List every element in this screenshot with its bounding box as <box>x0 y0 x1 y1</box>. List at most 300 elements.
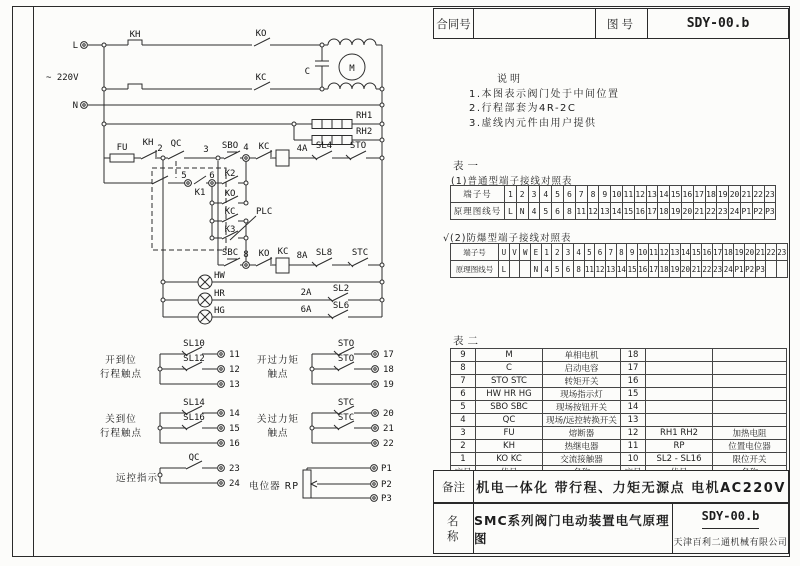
terminal-ring <box>218 440 225 447</box>
label-SL2: SL2 <box>332 284 350 294</box>
label-g1a: 开到位 <box>105 355 137 366</box>
node-dot <box>210 236 214 240</box>
cell: 16 <box>702 244 713 261</box>
cell: 23 <box>776 244 787 261</box>
contact-blade <box>152 176 168 184</box>
cell: 热继电器 <box>543 440 621 453</box>
cell: 6 <box>595 244 606 261</box>
notes-title: 说明 <box>497 74 523 85</box>
cell: 16 <box>634 203 646 220</box>
cell: 8 <box>563 203 575 220</box>
cell: 5 <box>540 203 552 220</box>
cell: 4 <box>540 186 552 203</box>
cell: HW HR HG <box>476 388 543 401</box>
contact-blade <box>141 151 157 159</box>
terminal-table-ordinary <box>450 185 776 220</box>
label-SL14: SL14 <box>183 398 205 408</box>
node-dot <box>320 43 324 47</box>
cell: 2 <box>516 186 528 203</box>
cell: 10 <box>637 244 648 261</box>
potentiometer-symbol <box>303 470 311 498</box>
cell: 7 <box>605 244 616 261</box>
terminal-ring <box>218 366 225 373</box>
remark-text: 机电一体化 带行程、力矩无源点 电机AC220V <box>476 481 786 496</box>
cell <box>646 414 713 427</box>
cell: 1 <box>541 244 552 261</box>
cell: 17 <box>712 244 723 261</box>
row-label: 1 <box>451 453 476 466</box>
cell: 10 <box>611 186 623 203</box>
cell: 11 <box>622 186 634 203</box>
cell: RH1 RH2 <box>646 427 713 440</box>
drawing-code: SDY-00.b <box>702 504 760 529</box>
label-t12: 12 <box>229 365 240 375</box>
cell: 5 <box>584 244 595 261</box>
label-KC: KC <box>277 247 289 257</box>
label-t11: 11 <box>229 350 240 360</box>
contract-no-label: 合同号 <box>434 9 474 38</box>
node-dot <box>244 236 248 240</box>
node-dot <box>380 138 384 142</box>
row-label: 9 <box>451 349 476 362</box>
cell: 18 <box>723 244 734 261</box>
cell: U <box>499 244 510 261</box>
node-dot <box>380 122 384 126</box>
node-dot <box>161 280 165 284</box>
label-SL4: SL4 <box>315 141 333 151</box>
cell: 21 <box>755 244 766 261</box>
contact-blade <box>256 258 272 266</box>
row-label: 6 <box>451 388 476 401</box>
cell: 现场/远控转换开关 <box>543 414 621 427</box>
label-t24: 24 <box>229 479 240 489</box>
row-label: 原理图线号 <box>451 203 505 220</box>
cell: 11 <box>575 203 587 220</box>
label-t18: 18 <box>383 365 394 375</box>
label-KH: KH <box>142 138 154 148</box>
terminal-ring <box>372 366 379 373</box>
row-label: 端子号 <box>451 186 505 203</box>
drawing-name: SMC系列阀门电动装置电气原理图 <box>474 504 673 553</box>
label-KC: KC <box>255 73 267 83</box>
cell: 16 <box>681 186 693 203</box>
terminal-ring <box>218 381 225 388</box>
label-a2: 2A <box>300 288 312 298</box>
cell: 13 <box>646 186 658 203</box>
label-g5: 远控指示 <box>115 473 159 484</box>
contact-blade <box>316 258 332 266</box>
drawing-no-label: 图号 <box>596 9 648 38</box>
label-g4a: 关过力矩 <box>256 414 300 425</box>
label-g1b: 行程触点 <box>99 369 143 380</box>
node-dot <box>102 87 106 91</box>
cell: STO STC <box>476 375 543 388</box>
cell: 14 <box>611 203 623 220</box>
node-dot <box>210 201 214 205</box>
row-label: 3 <box>451 427 476 440</box>
name-label: 名称 <box>434 504 474 553</box>
label-SL10: SL10 <box>183 339 205 349</box>
node-dot <box>244 201 248 205</box>
label-PLC: PLC <box>256 207 273 217</box>
label-KC: KC <box>224 207 236 217</box>
label-a4: 4A <box>296 144 308 154</box>
cell: 单相电机 <box>543 349 621 362</box>
terminal-ring <box>218 425 225 432</box>
cell: 20 <box>729 186 741 203</box>
cell: 12 <box>595 261 606 278</box>
terminal-ring <box>81 42 88 49</box>
table1-title: 表一 <box>453 160 482 172</box>
cell: 21 <box>740 186 752 203</box>
table2-title: 表二 <box>453 335 482 347</box>
wiper-arrow <box>311 481 317 487</box>
cell: 15 <box>691 244 702 261</box>
contact-blade <box>352 258 368 266</box>
label-KH: KH <box>129 30 141 40</box>
label-FU: FU <box>116 143 128 153</box>
label-STC: STC <box>337 398 355 408</box>
cell: 加热电阻 <box>713 427 787 440</box>
label-t22: 22 <box>383 439 394 449</box>
cell: 12 <box>587 203 599 220</box>
label-t13: 13 <box>229 380 240 390</box>
cell: P1 <box>740 203 752 220</box>
label-STO: STO <box>349 141 367 151</box>
label-t19: 19 <box>383 380 394 390</box>
cell: 15 <box>621 388 646 401</box>
cell: 14 <box>658 186 670 203</box>
node-dot <box>320 87 324 91</box>
cell: 4 <box>541 261 552 278</box>
cell: 18 <box>705 186 717 203</box>
node-dot <box>161 298 165 302</box>
code-company-cell <box>673 504 788 553</box>
label-M: M <box>349 64 355 74</box>
label-a6: 6A <box>300 305 312 315</box>
terminal-ring <box>218 465 225 472</box>
terminal-ring <box>218 410 225 417</box>
label-t15: 15 <box>229 424 240 434</box>
terminal-ring <box>81 102 88 109</box>
label-t16: 16 <box>229 439 240 449</box>
cell: FU <box>476 427 543 440</box>
cell: 13 <box>621 414 646 427</box>
cell <box>646 362 713 375</box>
label-K1: K1 <box>194 188 206 198</box>
label-t14: 14 <box>229 409 240 419</box>
cell: SBO SBC <box>476 401 543 414</box>
cell: SL2 - SL16 <box>646 453 713 466</box>
cell: 23 <box>717 203 729 220</box>
cell: 12 <box>659 244 670 261</box>
contact-blade <box>194 176 206 184</box>
cell: M <box>476 349 543 362</box>
symbol-details <box>156 120 342 264</box>
cell: 3 <box>528 186 540 203</box>
cell: V <box>509 244 520 261</box>
cell: P2 <box>744 261 755 278</box>
cell: 5 <box>552 261 563 278</box>
cell: 4 <box>573 244 584 261</box>
cell: 13 <box>599 203 611 220</box>
cell: 23 <box>712 261 723 278</box>
cell: 20 <box>744 244 755 261</box>
node-dot <box>380 103 384 107</box>
node-dot <box>216 156 220 160</box>
cell: 4 <box>528 203 540 220</box>
note-item: 1.本图表示阀门处于中间位置 <box>469 88 620 100</box>
contact-blade <box>254 38 270 46</box>
label-P2: P2 <box>381 480 392 490</box>
label-STO: STO <box>337 339 355 349</box>
terminal-ring <box>372 425 379 432</box>
terminal-ring <box>371 495 378 502</box>
label-P1: P1 <box>381 464 392 474</box>
terminal-ring <box>372 410 379 417</box>
label-n4: 4 <box>243 143 249 153</box>
cell: P3 <box>755 261 766 278</box>
row-label: 2 <box>451 440 476 453</box>
label-K2: K2 <box>224 169 236 179</box>
label-n6: 6 <box>209 171 215 181</box>
cell: 17 <box>693 186 705 203</box>
label-SBO: SBO <box>221 141 239 151</box>
company-name: 天津百利二通机械有限公司 <box>673 537 788 548</box>
cell <box>713 375 787 388</box>
cell: 11 <box>648 244 659 261</box>
cell: 6 <box>563 186 575 203</box>
label-HG: HG <box>214 306 225 316</box>
cell: 现场指示灯 <box>543 388 621 401</box>
label-pot: 电位器 RP <box>249 481 299 492</box>
cell: 11 <box>584 261 595 278</box>
remark-block <box>433 470 789 503</box>
row-label: 5 <box>451 401 476 414</box>
row-label: 8 <box>451 362 476 375</box>
cell: 9 <box>627 244 638 261</box>
label-KO: KO <box>258 249 270 259</box>
cell: L <box>499 261 510 278</box>
cell: E <box>531 244 542 261</box>
cell: 22 <box>705 203 717 220</box>
cell <box>713 349 787 362</box>
drawing-no-value: SDY-00.b <box>686 16 750 31</box>
open-contactor-coil <box>276 150 289 166</box>
row-label: 原理图线号 <box>451 261 499 278</box>
label-n8: 8 <box>243 250 249 260</box>
cell: W <box>520 244 531 261</box>
row-label: 端子号 <box>451 244 499 261</box>
label-RH2: RH2 <box>356 127 373 137</box>
label-RH1: RH1 <box>356 111 373 121</box>
cell: 位置电位器 <box>713 440 787 453</box>
label-HR: HR <box>214 289 225 299</box>
cell: P2 <box>752 203 764 220</box>
cell <box>766 261 777 278</box>
label-KO: KO <box>224 189 236 199</box>
cell: 9 <box>599 186 611 203</box>
label-t23: 23 <box>229 464 240 474</box>
cell: 21 <box>691 261 702 278</box>
cell: 8 <box>616 244 627 261</box>
cell: 23 <box>764 186 776 203</box>
label-n3: 3 <box>203 145 209 155</box>
terminal-ring <box>218 351 225 358</box>
terminal-ring <box>243 262 250 269</box>
label-a8: 8A <box>296 251 308 261</box>
cell: 8 <box>573 261 584 278</box>
node-dot <box>158 473 162 477</box>
node-dot <box>292 122 296 126</box>
cell: 12 <box>621 427 646 440</box>
cell: N <box>516 203 528 220</box>
cell: 6 <box>563 261 574 278</box>
label-K3: K3 <box>224 225 236 235</box>
node-dot <box>158 367 162 371</box>
cell: RP <box>646 440 713 453</box>
cell <box>509 261 520 278</box>
label-n2: 2 <box>157 144 163 154</box>
cell: 3 <box>563 244 574 261</box>
note-item: 2.行程部套为4R-2C <box>469 103 577 114</box>
node-dot <box>380 280 384 284</box>
label-SL8: SL8 <box>315 248 333 258</box>
title-strip <box>433 8 789 39</box>
cell: 22 <box>766 244 777 261</box>
node-dot <box>310 426 314 430</box>
name-block <box>433 503 789 554</box>
label-STC: STC <box>351 248 369 258</box>
terminal-ring <box>371 465 378 472</box>
close-contactor-coil <box>276 258 289 273</box>
cell: 2 <box>552 244 563 261</box>
cell: 21 <box>693 203 705 220</box>
label-t17: 17 <box>383 350 394 360</box>
cell: 启动电容 <box>543 362 621 375</box>
cell <box>646 401 713 414</box>
node-dot <box>310 367 314 371</box>
cell: 19 <box>734 244 745 261</box>
component-legend-table <box>450 348 787 479</box>
cell: 15 <box>670 186 682 203</box>
cell: 16 <box>621 375 646 388</box>
node-dot <box>380 298 384 302</box>
cell: 22 <box>702 261 713 278</box>
cell: 13 <box>670 244 681 261</box>
cell: 17 <box>621 362 646 375</box>
cell: KO KC <box>476 453 543 466</box>
cell: 17 <box>648 261 659 278</box>
cell: 14 <box>680 244 691 261</box>
label-ac: ~ 220V <box>46 73 79 83</box>
cell: KH <box>476 440 543 453</box>
cell: 转矩开关 <box>543 375 621 388</box>
label-t21: 21 <box>383 424 394 434</box>
cell <box>646 375 713 388</box>
cell: P1 <box>734 261 745 278</box>
label-g2b: 触点 <box>267 369 289 380</box>
node-dot <box>244 181 248 185</box>
terminal-ring <box>371 481 378 488</box>
contact-blade <box>168 151 184 159</box>
remark-label: 备注 <box>434 471 474 502</box>
contact-blade <box>316 151 332 159</box>
cell: N <box>531 261 542 278</box>
notes-block <box>455 73 755 131</box>
cell <box>520 261 531 278</box>
cell: 6 <box>552 203 564 220</box>
node-dot <box>158 426 162 430</box>
cell: QC <box>476 414 543 427</box>
cell: 19 <box>717 186 729 203</box>
cell: 8 <box>587 186 599 203</box>
label-QC: QC <box>188 453 200 463</box>
label-STO: STO <box>337 354 355 364</box>
cell: 18 <box>621 349 646 362</box>
contact-blade <box>332 310 348 318</box>
label-C: C <box>304 67 310 77</box>
cell: 19 <box>670 203 682 220</box>
cell <box>713 362 787 375</box>
contract-no-value <box>474 9 596 38</box>
contact-blade <box>350 151 366 159</box>
cell: 11 <box>621 440 646 453</box>
contact-blade <box>332 293 348 301</box>
terminal-ring <box>372 440 379 447</box>
terminal-ring <box>372 351 379 358</box>
cell: 12 <box>634 186 646 203</box>
label-SL6: SL6 <box>332 301 350 311</box>
cell: P3 <box>764 203 776 220</box>
cell: 19 <box>670 261 681 278</box>
label-SBC: SBC <box>221 248 239 258</box>
cell: 13 <box>605 261 616 278</box>
cell: 14 <box>616 261 627 278</box>
cell <box>713 388 787 401</box>
label-QC: QC <box>170 139 182 149</box>
cell: 14 <box>621 401 646 414</box>
terminal-table-explosion <box>450 243 788 278</box>
cell: 限位开关 <box>713 453 787 466</box>
label-SL12: SL12 <box>183 354 205 364</box>
node-dot <box>380 263 384 267</box>
cell: 1 <box>505 186 517 203</box>
label-KC: KC <box>258 142 270 152</box>
cell: 7 <box>575 186 587 203</box>
cell: 24 <box>729 203 741 220</box>
node-dot <box>380 87 384 91</box>
node-dot <box>161 156 165 160</box>
label-KO: KO <box>255 29 267 39</box>
cell: 熔断器 <box>543 427 621 440</box>
cell <box>776 261 787 278</box>
label-STC: STC <box>337 413 355 423</box>
cell: C <box>476 362 543 375</box>
terminal-ring <box>372 381 379 388</box>
cell: 17 <box>646 203 658 220</box>
label-g3a: 关到位 <box>105 414 137 425</box>
label-SL16: SL16 <box>183 413 205 423</box>
row-label: 7 <box>451 375 476 388</box>
cell: 15 <box>627 261 638 278</box>
cell: 现场按钮开关 <box>543 401 621 414</box>
label-HW: HW <box>214 271 225 281</box>
label-L: L <box>72 41 78 51</box>
label-g4b: 触点 <box>267 428 289 439</box>
cell: 18 <box>658 203 670 220</box>
cell: 15 <box>622 203 634 220</box>
